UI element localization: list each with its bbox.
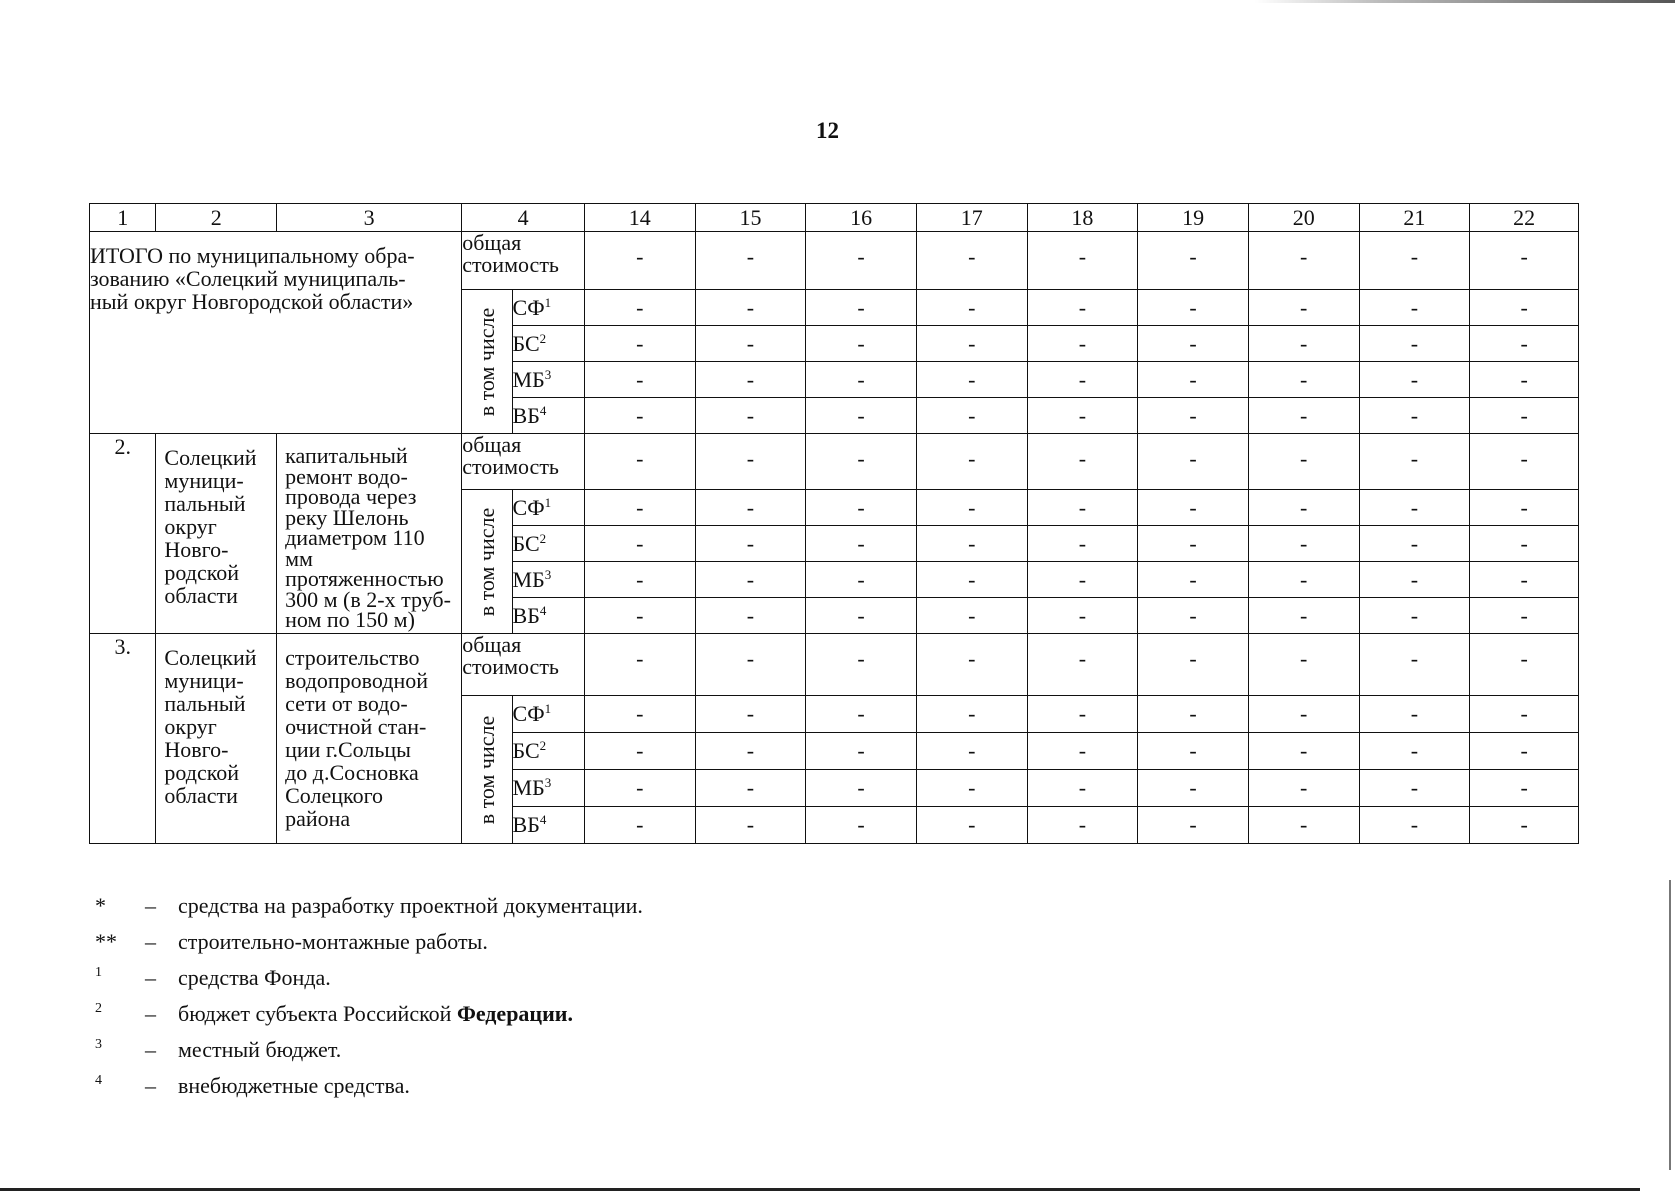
municipality-line: пальный <box>164 691 246 716</box>
value-cell: - <box>1359 232 1470 290</box>
value-cell: - <box>806 733 917 770</box>
source-name: МБ <box>512 366 545 392</box>
value-cell: - <box>1138 562 1249 598</box>
value-cell: - <box>1359 598 1470 634</box>
value-cell: - <box>916 362 1027 398</box>
footnote-row <box>95 929 1095 965</box>
header-row <box>90 204 1579 232</box>
value-cell: - <box>1027 490 1138 526</box>
value-cell: - <box>1138 807 1249 844</box>
total-cost-text: общая <box>462 432 522 457</box>
value-cell: - <box>916 490 1027 526</box>
value-cell: - <box>916 807 1027 844</box>
value-cell: - <box>584 770 695 807</box>
source-footnote-ref: 2 <box>539 738 547 753</box>
footnote-mark: 2 <box>95 1001 102 1016</box>
value-cell: - <box>1359 770 1470 807</box>
value-cell: - <box>1359 490 1470 526</box>
value-cell: - <box>916 733 1027 770</box>
footnotes <box>95 893 1095 1109</box>
source-name: БС <box>512 330 540 356</box>
source-label <box>512 290 584 326</box>
footnote-row <box>95 1037 1095 1073</box>
value-cell: - <box>1027 807 1138 844</box>
value-cell: - <box>695 398 806 434</box>
value-cell: - <box>695 290 806 326</box>
object-line: строительство <box>285 645 420 670</box>
value-cell: - <box>1359 807 1470 844</box>
value-cell: - <box>1359 362 1470 398</box>
value-cell: - <box>916 290 1027 326</box>
footnote-row <box>95 1073 1095 1109</box>
value-cell: - <box>695 634 806 696</box>
source-footnote-ref: 2 <box>539 330 547 346</box>
value-cell: - <box>806 634 917 696</box>
including-label-cell <box>462 696 512 844</box>
value-cell: - <box>806 326 917 362</box>
value-cell: - <box>1470 326 1579 362</box>
total-title-line: ИТОГО по муниципальному обра- <box>90 243 415 268</box>
scan-edge-top <box>1255 0 1675 3</box>
value-cell: - <box>1138 290 1249 326</box>
footnote-mark: 3 <box>95 1037 102 1052</box>
value-cell: - <box>695 696 806 733</box>
object-line: 300 м (в 2-х труб- <box>285 586 451 612</box>
footnote-text: средства Фонда. <box>178 965 331 990</box>
value-cell: - <box>806 490 917 526</box>
footnote-mark: * <box>95 893 106 918</box>
source-label <box>512 490 584 526</box>
footnote-row <box>95 965 1095 1001</box>
object-line: провода через <box>285 484 417 509</box>
header-col-14: 14 <box>584 204 695 232</box>
value-cell: - <box>1470 232 1579 290</box>
value-cell: - <box>1138 598 1249 634</box>
value-cell: - <box>1138 490 1249 526</box>
object-line: водопроводной <box>285 668 429 693</box>
value-cell: - <box>695 326 806 362</box>
value-cell: - <box>1027 232 1138 290</box>
value-cell: - <box>806 526 917 562</box>
value-cell: - <box>806 434 917 490</box>
source-footnote-ref: 4 <box>539 602 547 618</box>
footnote-dash: – <box>145 929 156 954</box>
header-col-19: 19 <box>1138 204 1249 232</box>
value-cell: - <box>1359 634 1470 696</box>
value-cell: - <box>1470 398 1579 434</box>
value-cell: - <box>1027 598 1138 634</box>
value-cell: - <box>806 398 917 434</box>
header-col-3: 3 <box>277 204 462 232</box>
value-cell: - <box>1359 398 1470 434</box>
municipality-line: области <box>164 783 238 808</box>
total-title <box>90 232 462 434</box>
footnote-text <box>178 1001 573 1027</box>
value-cell: - <box>584 398 695 434</box>
source-footnote-ref: 1 <box>544 701 552 716</box>
header-col-15: 15 <box>695 204 806 232</box>
value-cell: - <box>1248 562 1359 598</box>
row-number: 3. <box>90 634 156 844</box>
including-label: в том числе <box>473 507 499 616</box>
value-cell: - <box>916 326 1027 362</box>
object-line: ном по 150 м) <box>285 607 415 632</box>
page-number: 12 <box>816 118 839 143</box>
including-label-cell <box>462 290 512 434</box>
municipality-line: округ <box>164 514 217 539</box>
footnote-row <box>95 1001 1095 1037</box>
source-label <box>512 362 584 398</box>
value-cell: - <box>1248 770 1359 807</box>
source-footnote-ref: 1 <box>544 294 552 310</box>
value-cell: - <box>584 696 695 733</box>
source-label <box>512 398 584 434</box>
value-cell: - <box>1138 770 1249 807</box>
value-cell: - <box>1470 770 1579 807</box>
header-col-2: 2 <box>156 204 277 232</box>
source-name: ВБ <box>512 812 540 837</box>
value-cell: - <box>1470 807 1579 844</box>
municipality-line: муници- <box>164 468 244 493</box>
value-cell: - <box>695 562 806 598</box>
row-number: 2. <box>90 434 156 634</box>
total-cost-text: стоимость <box>462 454 559 479</box>
value-cell: - <box>1138 362 1249 398</box>
object-line: до д.Сосновка <box>285 760 419 785</box>
footnote-mark: ** <box>95 929 117 954</box>
including-label: в том числе <box>473 715 499 824</box>
value-cell: - <box>1359 326 1470 362</box>
object-description <box>277 634 462 844</box>
value-cell: - <box>806 362 917 398</box>
source-label <box>512 696 584 733</box>
value-cell: - <box>584 326 695 362</box>
value-cell: - <box>1470 434 1579 490</box>
value-cell: - <box>695 598 806 634</box>
source-footnote-ref: 3 <box>544 566 552 582</box>
value-cell: - <box>584 634 695 696</box>
source-name: МБ <box>512 775 545 800</box>
funding-table <box>89 203 1579 844</box>
source-label <box>512 562 584 598</box>
value-cell: - <box>1470 733 1579 770</box>
value-cell: - <box>1470 598 1579 634</box>
header-col-16: 16 <box>806 204 917 232</box>
value-cell: - <box>1470 526 1579 562</box>
value-cell: - <box>695 232 806 290</box>
value-cell: - <box>1248 232 1359 290</box>
value-cell: - <box>695 770 806 807</box>
source-footnote-ref: 4 <box>539 402 547 418</box>
total-cost-label <box>462 634 585 696</box>
value-cell: - <box>1138 232 1249 290</box>
total-cost-text: общая <box>462 632 522 657</box>
value-cell: - <box>1138 326 1249 362</box>
value-cell: - <box>584 434 695 490</box>
footnote-mark: 4 <box>95 1073 102 1088</box>
value-cell: - <box>1359 696 1470 733</box>
value-cell: - <box>806 562 917 598</box>
value-cell: - <box>1359 290 1470 326</box>
municipality-line: Солецкий <box>164 645 257 670</box>
value-cell: - <box>1359 434 1470 490</box>
object-line: ции г.Сольцы <box>285 737 411 762</box>
object-line: района <box>285 806 351 831</box>
value-cell: - <box>1359 733 1470 770</box>
municipality-line: области <box>164 583 238 608</box>
value-cell: - <box>1248 434 1359 490</box>
footnote-text: местный бюджет. <box>178 1037 342 1062</box>
value-cell: - <box>1027 634 1138 696</box>
object-line: диаметром 110 мм <box>285 525 425 571</box>
source-label <box>512 770 584 807</box>
project-row <box>90 434 1579 490</box>
value-cell: - <box>1470 490 1579 526</box>
header-col-21: 21 <box>1359 204 1470 232</box>
value-cell: - <box>695 807 806 844</box>
value-cell: - <box>1138 696 1249 733</box>
footnote-row <box>95 893 1095 929</box>
value-cell: - <box>1470 634 1579 696</box>
municipality-line: округ <box>164 714 217 739</box>
value-cell: - <box>584 490 695 526</box>
value-cell: - <box>1248 398 1359 434</box>
value-cell: - <box>916 634 1027 696</box>
source-footnote-ref: 1 <box>544 494 552 510</box>
value-cell: - <box>1248 490 1359 526</box>
value-cell: - <box>695 733 806 770</box>
total-row <box>90 232 1579 290</box>
value-cell: - <box>1138 634 1249 696</box>
source-name: СФ <box>512 494 545 520</box>
object-line: капитальный <box>285 443 408 468</box>
value-cell: - <box>1248 696 1359 733</box>
object-line: реку Шелонь <box>285 504 409 530</box>
value-cell: - <box>916 434 1027 490</box>
including-label-cell <box>462 490 512 634</box>
value-cell: - <box>916 696 1027 733</box>
source-footnote-ref: 3 <box>544 366 552 382</box>
value-cell: - <box>1470 362 1579 398</box>
value-cell: - <box>584 290 695 326</box>
municipality <box>156 434 277 634</box>
total-title-line: зованию «Солецкий муниципаль- <box>90 266 406 291</box>
header-col-18: 18 <box>1027 204 1138 232</box>
value-cell: - <box>806 807 917 844</box>
footnote-text-plain: бюджет субъекта Российской <box>178 1001 457 1026</box>
value-cell: - <box>584 232 695 290</box>
value-cell: - <box>1359 562 1470 598</box>
source-name: МБ <box>512 566 545 592</box>
including-label: в том числе <box>473 307 499 416</box>
value-cell: - <box>1470 562 1579 598</box>
value-cell: - <box>1138 434 1249 490</box>
value-cell: - <box>1248 362 1359 398</box>
object-line: ремонт водо- <box>285 463 408 489</box>
footnote-dash: – <box>145 1001 156 1026</box>
source-name: БС <box>512 738 540 763</box>
value-cell: - <box>1027 326 1138 362</box>
source-name: БС <box>512 530 540 556</box>
footnote-dash: – <box>145 965 156 990</box>
value-cell: - <box>1248 807 1359 844</box>
value-cell: - <box>584 562 695 598</box>
value-cell: - <box>584 526 695 562</box>
footnote-text-bold: Федерации. <box>456 1001 573 1026</box>
value-cell: - <box>1248 733 1359 770</box>
municipality-line: Новго- <box>164 537 229 562</box>
municipality <box>156 634 277 844</box>
footnote-dash: – <box>145 1037 156 1062</box>
value-cell: - <box>584 733 695 770</box>
value-cell: - <box>1138 526 1249 562</box>
value-cell: - <box>1027 733 1138 770</box>
municipality-line: пальный <box>164 491 246 516</box>
value-cell: - <box>916 398 1027 434</box>
source-name: ВБ <box>512 602 540 628</box>
value-cell: - <box>806 696 917 733</box>
footnote-text: строительно-монтажные работы. <box>178 929 488 954</box>
footnote-mark: 1 <box>95 965 102 980</box>
value-cell: - <box>1359 526 1470 562</box>
value-cell: - <box>916 562 1027 598</box>
header-col-4: 4 <box>462 204 585 232</box>
header-col-20: 20 <box>1248 204 1359 232</box>
value-cell: - <box>584 362 695 398</box>
value-cell: - <box>1470 290 1579 326</box>
value-cell: - <box>1027 696 1138 733</box>
value-cell: - <box>1248 290 1359 326</box>
total-title-line: ный округ Новгородской области» <box>90 289 414 314</box>
header-col-22: 22 <box>1470 204 1579 232</box>
source-footnote-ref: 2 <box>539 530 547 546</box>
object-description <box>277 434 462 634</box>
value-cell: - <box>1248 326 1359 362</box>
value-cell: - <box>1248 598 1359 634</box>
value-cell: - <box>916 598 1027 634</box>
value-cell: - <box>695 526 806 562</box>
source-label <box>512 526 584 562</box>
object-line: протяженностью <box>285 566 444 591</box>
object-line: сети от водо- <box>285 691 408 716</box>
total-cost-label <box>462 232 585 290</box>
municipality-line: родской <box>164 560 240 585</box>
header-col-1: 1 <box>90 204 156 232</box>
value-cell: - <box>695 490 806 526</box>
project-row <box>90 634 1579 696</box>
value-cell: - <box>584 598 695 634</box>
scan-edge-right <box>1669 880 1671 1170</box>
source-label <box>512 733 584 770</box>
value-cell: - <box>1248 526 1359 562</box>
value-cell: - <box>1248 634 1359 696</box>
footnote-dash: – <box>145 893 156 918</box>
municipality-line: Солецкий <box>164 445 257 470</box>
value-cell: - <box>1027 398 1138 434</box>
source-label <box>512 598 584 634</box>
total-cost-text: общая <box>462 230 522 255</box>
source-name: ВБ <box>512 402 540 428</box>
source-footnote-ref: 4 <box>539 812 547 827</box>
municipality-line: муници- <box>164 668 244 693</box>
source-label <box>512 326 584 362</box>
source-label <box>512 807 584 844</box>
value-cell: - <box>584 807 695 844</box>
value-cell: - <box>1027 770 1138 807</box>
value-cell: - <box>1027 434 1138 490</box>
value-cell: - <box>1138 398 1249 434</box>
footnote-text: средства на разработку проектной документации. <box>178 893 643 918</box>
value-cell: - <box>1027 526 1138 562</box>
value-cell: - <box>1470 696 1579 733</box>
header-col-17: 17 <box>916 204 1027 232</box>
value-cell: - <box>1138 733 1249 770</box>
value-cell: - <box>1027 290 1138 326</box>
scan-edge-bottom <box>0 1188 1640 1191</box>
value-cell: - <box>806 598 917 634</box>
total-cost-label <box>462 434 585 490</box>
value-cell: - <box>1027 362 1138 398</box>
value-cell: - <box>806 232 917 290</box>
source-footnote-ref: 3 <box>544 775 552 790</box>
municipality-line: родской <box>164 760 240 785</box>
source-name: СФ <box>512 294 545 320</box>
value-cell: - <box>806 290 917 326</box>
total-cost-text: стоимость <box>462 252 559 277</box>
value-cell: - <box>916 770 1027 807</box>
object-line: очистной стан- <box>285 714 427 739</box>
municipality-line: Новго- <box>164 737 229 762</box>
value-cell: - <box>806 770 917 807</box>
value-cell: - <box>695 362 806 398</box>
object-line: Солецкого <box>285 783 384 808</box>
source-name: СФ <box>512 701 545 726</box>
value-cell: - <box>916 232 1027 290</box>
value-cell: - <box>916 526 1027 562</box>
value-cell: - <box>1027 562 1138 598</box>
total-cost-text: стоимость <box>462 654 559 679</box>
footnote-text: внебюджетные средства. <box>178 1073 410 1098</box>
footnote-dash: – <box>145 1073 156 1098</box>
value-cell: - <box>695 434 806 490</box>
